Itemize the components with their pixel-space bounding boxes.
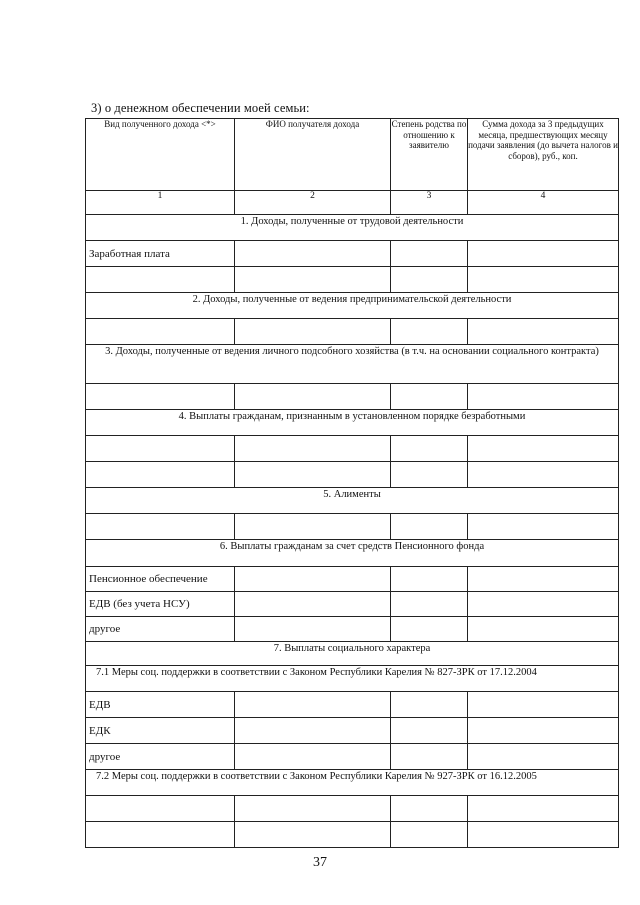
empty-cell <box>468 436 619 462</box>
empty-cell <box>235 692 391 718</box>
section-title-household-income: 3. Доходы, полученные от ведения личного подсобного хозяйства (в т.ч. на основании социального контракта) <box>86 345 619 384</box>
column-number: 3 <box>391 191 468 215</box>
empty-cell <box>235 319 391 345</box>
section-row <box>86 293 619 319</box>
table-row <box>86 692 619 718</box>
empty-cell <box>235 592 391 617</box>
column-number-row <box>86 191 619 215</box>
table-row <box>86 718 619 744</box>
header-recipient-name: ФИО получателя дохода <box>235 119 391 191</box>
empty-cell <box>391 567 468 592</box>
table-row <box>86 384 619 410</box>
row-label-other: другое <box>86 617 235 642</box>
section-row <box>86 345 619 384</box>
section-row <box>86 488 619 514</box>
table-row <box>86 592 619 617</box>
empty-cell <box>391 796 468 822</box>
empty-cell <box>468 462 619 488</box>
row-label-pension: Пенсионное обеспечение <box>86 567 235 592</box>
empty-cell <box>468 384 619 410</box>
empty-cell <box>468 692 619 718</box>
empty-cell <box>235 718 391 744</box>
empty-cell <box>468 796 619 822</box>
empty-cell <box>468 267 619 293</box>
empty-cell <box>235 241 391 267</box>
empty-cell <box>86 436 235 462</box>
empty-cell <box>86 796 235 822</box>
section-row <box>86 215 619 241</box>
table-row <box>86 744 619 770</box>
empty-cell <box>86 822 235 848</box>
empty-cell <box>235 567 391 592</box>
empty-cell <box>235 796 391 822</box>
table-row <box>86 617 619 642</box>
empty-cell <box>235 384 391 410</box>
empty-cell <box>86 514 235 540</box>
empty-cell <box>86 267 235 293</box>
empty-cell <box>391 592 468 617</box>
empty-cell <box>86 462 235 488</box>
empty-cell <box>235 617 391 642</box>
row-label-edk: ЕДК <box>86 718 235 744</box>
empty-cell <box>468 592 619 617</box>
empty-cell <box>391 241 468 267</box>
row-label-edv: ЕДВ <box>86 692 235 718</box>
section-title-business-income: 2. Доходы, полученные от ведения предпринимательской деятельности <box>86 293 619 319</box>
column-number: 2 <box>235 191 391 215</box>
empty-cell <box>391 436 468 462</box>
table-row <box>86 514 619 540</box>
empty-cell <box>391 514 468 540</box>
table-row <box>86 567 619 592</box>
empty-cell <box>391 822 468 848</box>
empty-cell <box>468 514 619 540</box>
empty-cell <box>391 319 468 345</box>
empty-cell <box>86 384 235 410</box>
header-income-sum: Сумма дохода за 3 предыдущих месяца, предшествующих месяцу подачи заявления (до вычета налогов и сборов), руб., коп. <box>468 119 619 191</box>
row-label-salary: Заработная плата <box>86 241 235 267</box>
section-title-alimony: 5. Алименты <box>86 488 619 514</box>
empty-cell <box>468 241 619 267</box>
header-relationship: Степень родства по отношению к заявителю <box>391 119 468 191</box>
table-row <box>86 319 619 345</box>
empty-cell <box>235 436 391 462</box>
table-header-row <box>86 119 619 191</box>
empty-cell <box>468 744 619 770</box>
table-row <box>86 822 619 848</box>
section-row <box>86 410 619 436</box>
empty-cell <box>391 267 468 293</box>
empty-cell <box>391 462 468 488</box>
empty-cell <box>468 567 619 592</box>
empty-cell <box>468 718 619 744</box>
section-title-social-payments: 7. Выплаты социального характера <box>86 642 619 666</box>
empty-cell <box>391 744 468 770</box>
header-income-type: Вид полученного дохода <*> <box>86 119 235 191</box>
column-number: 1 <box>86 191 235 215</box>
section-row <box>86 770 619 796</box>
empty-cell <box>235 822 391 848</box>
table-row <box>86 436 619 462</box>
section-title-law-827: 7.1 Меры соц. поддержки в соответствии с Законом Республики Карелия № 827-ЗРК от 17.12.2004 <box>86 666 619 692</box>
empty-cell <box>391 718 468 744</box>
section-title-labor-income: 1. Доходы, полученные от трудовой деятельности <box>86 215 619 241</box>
empty-cell <box>235 267 391 293</box>
intro-text: 3) о денежном обеспечении моей семьи: <box>91 101 310 115</box>
page-number: 37 <box>313 855 327 870</box>
column-number: 4 <box>468 191 619 215</box>
section-row <box>86 666 619 692</box>
empty-cell <box>468 319 619 345</box>
empty-cell <box>235 462 391 488</box>
row-label-other: другое <box>86 744 235 770</box>
table-row <box>86 267 619 293</box>
empty-cell <box>468 822 619 848</box>
empty-cell <box>468 617 619 642</box>
empty-cell <box>235 514 391 540</box>
row-label-edv-nsu: ЕДВ (без учета НСУ) <box>86 592 235 617</box>
table-row <box>86 796 619 822</box>
empty-cell <box>391 617 468 642</box>
section-row <box>86 642 619 666</box>
empty-cell <box>86 319 235 345</box>
empty-cell <box>391 384 468 410</box>
section-row <box>86 540 619 567</box>
table-row <box>86 241 619 267</box>
income-table <box>85 118 619 848</box>
section-title-law-927: 7.2 Меры соц. поддержки в соответствии с Законом Республики Карелия № 927-ЗРК от 16.12.2005 <box>86 770 619 796</box>
section-title-pension-fund: 6. Выплаты гражданам за счет средств Пенсионного фонда <box>86 540 619 567</box>
empty-cell <box>235 744 391 770</box>
table-row <box>86 462 619 488</box>
section-title-unemployment: 4. Выплаты гражданам, признанным в установленном порядке безработными <box>86 410 619 436</box>
empty-cell <box>391 692 468 718</box>
